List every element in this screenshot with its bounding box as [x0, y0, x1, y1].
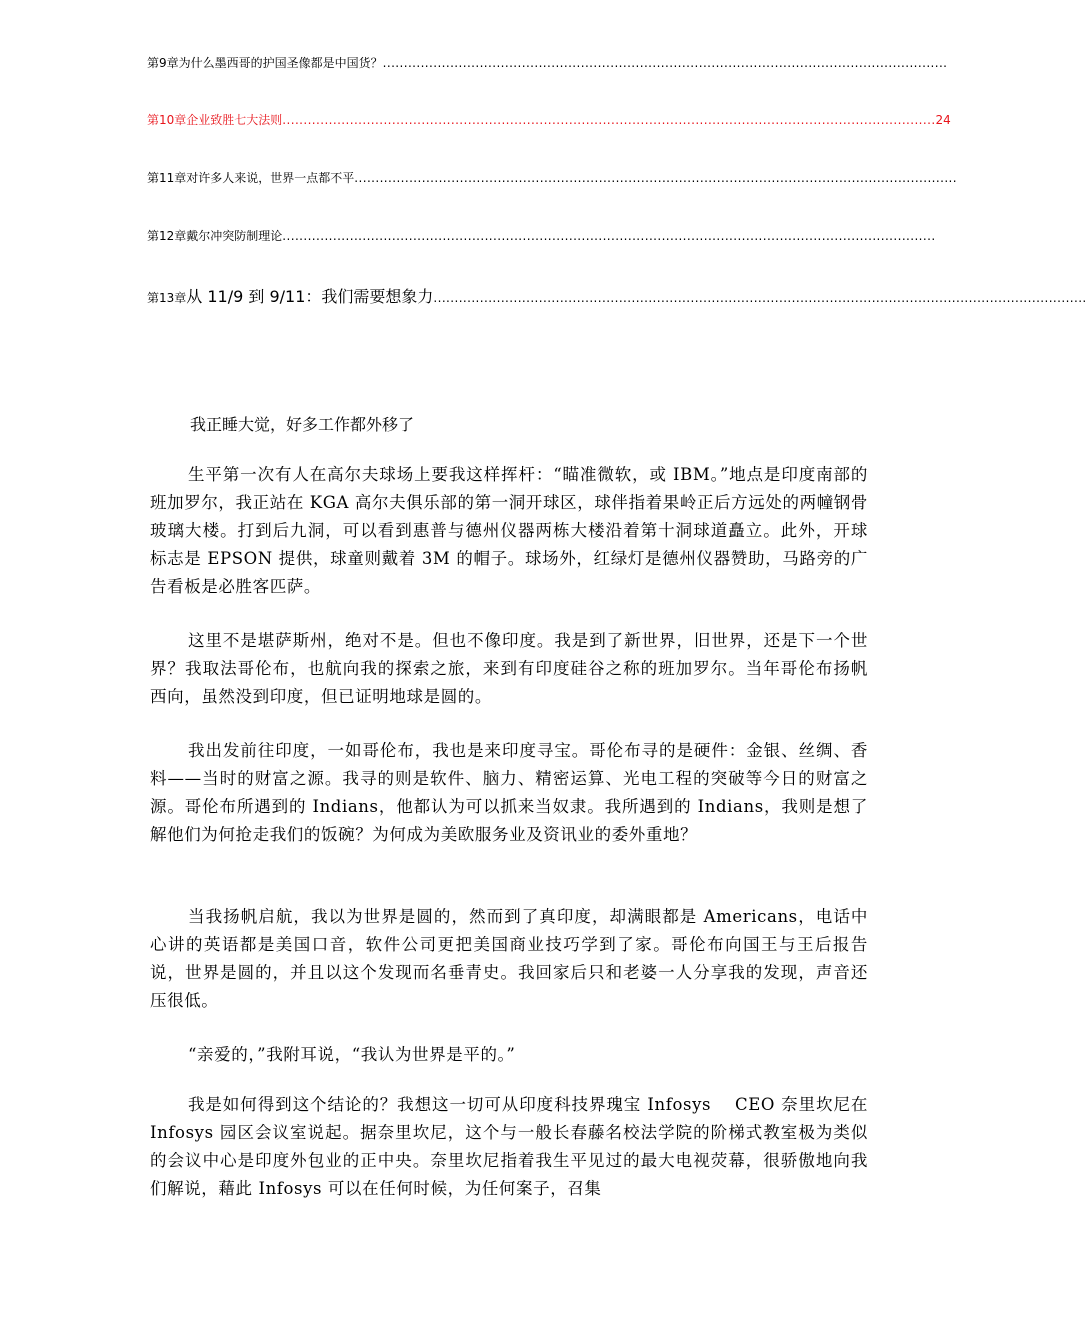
body-paragraph: 当我扬帆启航，我以为世界是圆的，然而到了真印度，却满眼都是 Americans，电话中心讲的英语都是美国口音，软件公司更把美国商业技巧学到了家。哥伦布向国王与王后报告说，世界是圆的，并且以这个发现而名垂青史。我回家后只和老婆一人分享我的发现，声音还压很低。	[150, 907, 868, 1010]
toc-entry-11	[147, 169, 957, 186]
toc-entry-10	[147, 111, 951, 128]
toc-chapter-title: 从 11/9 到 9/11：我们需要想象力	[186, 287, 434, 306]
toc-chapter-title: 对许多人来说，世界一点都不平	[186, 171, 355, 185]
toc-entry-12	[147, 227, 936, 244]
body-paragraph: 这里不是堪萨斯州，绝对不是。但也不像印度。我是到了新世界，旧世界，还是下一个世界？我取法哥伦布，也航向我的探索之旅，来到有印度硅谷之称的班加罗尔。当年哥伦布扬帆西向，虽然没到印度，但已证明地球是圆的。	[150, 631, 868, 706]
body-paragraph: 我是如何得到这个结论的？我想这一切可从印度科技界瑰宝 Infosys CEO 奈里坎尼在 Infosys 园区会议室说起。据奈里坎尼，这个与一般长春藤名校法学院的阶梯式教室极为类似的会议中心是印度外包业的正中央。奈里坎尼指着我生平见过的最大电视荧幕，很骄傲地向我们解说，藉此 Infosys 可以在任何时候，为任何案子，召集	[150, 1095, 868, 1198]
toc-leader-dots: ......................................................................................................................................	[382, 56, 948, 70]
toc-chapter-number: 第9章	[147, 56, 179, 70]
toc-chapter-number: 第13章	[147, 291, 187, 305]
toc-page-number: 24	[935, 113, 951, 127]
toc-chapter-title: 戴尔冲突防制理论	[186, 229, 283, 243]
toc-chapter-number: 第12章	[147, 229, 187, 243]
toc-leader-dots: ...............................................................................................................................................	[354, 171, 957, 185]
section-heading: 我正睡大觉，好多工作都外移了	[190, 415, 415, 434]
body-paragraph: 我出发前往印度，一如哥伦布，我也是来印度寻宝。哥伦布寻的是硬件：金银、丝绸、香料——当时的财富之源。我寻的则是软件、脑力、精密运算、光电工程的突破等今日的财富之源。哥伦布所遇到的 Indians，他都认为可以抓来当奴隶。我所遇到的 Indians，我则是想了解他们为何抢走我们的饭碗？为何成为美欧服务业及资讯业的委外重地？	[150, 741, 868, 844]
toc-leader-dots: ...........................................................................................................................................................	[433, 291, 1087, 305]
toc-entry-13	[147, 284, 1087, 307]
toc-chapter-title: 为什么墨西哥的护国圣像都是中国货？	[178, 56, 383, 70]
toc-entry-9	[147, 54, 948, 71]
toc-chapter-number: 第10章	[147, 113, 187, 127]
toc-leader-dots: ...........................................................................................................................................................	[282, 113, 936, 127]
toc-leader-dots: ...........................................................................................................................................................	[282, 229, 936, 243]
toc-chapter-number: 第11章	[147, 171, 187, 185]
body-paragraph: “亲爱的，”我附耳说，“我认为世界是平的。”	[188, 1045, 516, 1064]
body-paragraph: 生平第一次有人在高尔夫球场上要我这样挥杆：“瞄准微软，或 IBM。”地点是印度南部的班加罗尔，我正站在 KGA 高尔夫俱乐部的第一洞开球区，球伴指着果岭正后方远处的两幢钢骨玻璃大楼。打到后九洞，可以看到惠普与德州仪器两栋大楼沿着第十洞球道矗立。此外，开球标志是 EPSON 提供，球童则戴着 3M 的帽子。球场外，红绿灯是德州仪器赞助，马路旁的广告看板是必胜客匹萨。	[150, 465, 868, 596]
toc-chapter-title: 企业致胜七大法则	[186, 113, 283, 127]
